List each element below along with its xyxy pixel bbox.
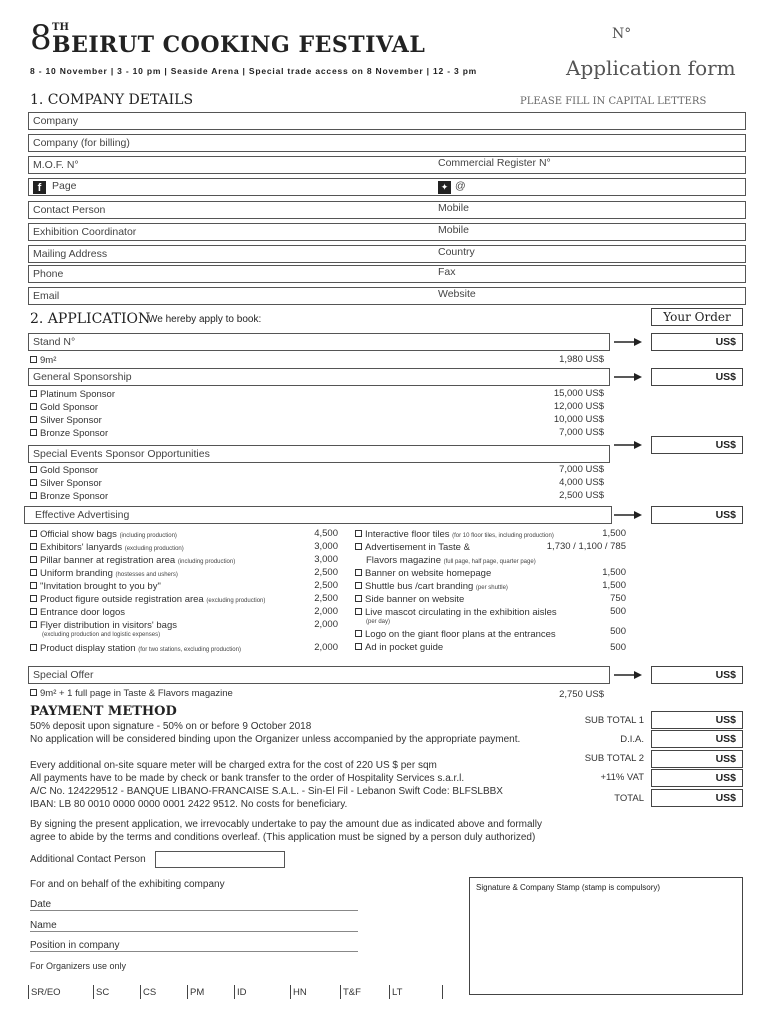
checkbox[interactable] <box>30 543 37 550</box>
vat-field[interactable]: US$ <box>651 769 743 787</box>
position-line[interactable] <box>30 951 358 952</box>
code-cs: CS <box>143 987 157 998</box>
mobile-label-2: Mobile <box>438 224 469 236</box>
signature-stamp-box[interactable] <box>469 877 743 995</box>
ad-option-floor-tiles[interactable]: Interactive floor tiles (for 10 floor tiles, including production) <box>355 528 554 543</box>
events-bronze-option[interactable]: Bronze Sponsor <box>30 490 108 503</box>
special-offer-field: Special Offer <box>28 666 610 684</box>
additional-contact-label: Additional Contact Person <box>30 854 146 865</box>
ad-price-shuttle: 1,500 <box>602 580 626 591</box>
checkbox[interactable] <box>30 479 37 486</box>
special-events-order-field[interactable]: US$ <box>651 436 743 454</box>
checkbox[interactable] <box>30 356 37 363</box>
ad-price-magazine: 1,730 / 1,100 / 785 <box>546 541 626 552</box>
platinum-sponsor-price: 15,000 US$ <box>553 388 604 399</box>
arrow-right-icon <box>614 670 642 680</box>
ad-option-display-station[interactable]: Product display station (for two stations, excluding production) <box>30 642 241 657</box>
edition-number: 8 <box>30 18 52 58</box>
arrow-right-icon <box>614 337 642 347</box>
form-number-label: N° <box>612 26 632 42</box>
subtotal1-field[interactable]: US$ <box>651 711 743 729</box>
checkbox[interactable] <box>355 595 362 602</box>
code-divider <box>389 985 390 999</box>
commercial-register-label: Commercial Register N° <box>438 157 551 169</box>
position-label: Position in company <box>30 940 120 951</box>
ad-option-flyer[interactable]: Flyer distribution in visitors' bags <box>30 619 177 632</box>
payment-binding-text: No application will be considered binding upon the Organizer unless accompanied by the appropriate payment. <box>30 734 521 745</box>
payment-extra-sqm-text: Every additional on-site square meter will be charged extra for the cost of 220 US $ per sqm <box>30 760 437 771</box>
checkbox[interactable] <box>355 543 362 550</box>
arrow-right-icon <box>614 372 642 382</box>
payment-deposit-text: 50% deposit upon signature - 50% on or before 9 October 2018 <box>30 721 312 732</box>
code-pm: PM <box>190 987 205 998</box>
silver-sponsor-option[interactable]: Silver Sponsor <box>30 414 102 427</box>
dia-field[interactable]: US$ <box>651 730 743 748</box>
signature-stamp-label: Signature & Company Stamp (stamp is compulsory) <box>476 883 661 892</box>
ad-price-mascot: 500 <box>610 606 626 617</box>
exhibition-coordinator-field[interactable]: Exhibition Coordinator <box>28 223 746 241</box>
events-bronze-price: 2,500 US$ <box>559 490 604 501</box>
ad-option-show-bags[interactable]: Official show bags (including production) <box>30 528 177 543</box>
ad-option-side-banner[interactable]: Side banner on website <box>355 593 464 606</box>
arrow-right-icon <box>614 440 642 450</box>
country-label: Country <box>438 246 475 258</box>
ad-option-pocket-guide[interactable]: Ad in pocket guide <box>355 641 443 654</box>
checkbox[interactable] <box>30 556 37 563</box>
code-hn: HN <box>293 987 307 998</box>
ad-price-lanyards: 3,000 <box>314 541 338 552</box>
stand-order-field[interactable]: US$ <box>651 333 743 351</box>
subtotal1-label: SUB TOTAL 1 <box>584 715 644 726</box>
billing-company-field[interactable]: Company (for billing) <box>28 134 746 152</box>
checkbox[interactable] <box>355 630 362 637</box>
festival-subtitle: 8 - 10 November | 3 - 10 pm | Seaside Arena | Special trade access on 8 November | 12 - 3 pm <box>30 66 478 76</box>
fax-label: Fax <box>438 266 456 278</box>
checkbox[interactable] <box>30 390 37 397</box>
ad-price-door-logos: 2,000 <box>314 606 338 617</box>
your-order-label: Your Order <box>651 308 743 326</box>
mascot-note: (per day) <box>366 619 391 625</box>
contact-person-field[interactable]: Contact Person <box>28 201 746 219</box>
code-divider <box>187 985 188 999</box>
checkbox[interactable] <box>30 403 37 410</box>
code-divider <box>234 985 235 999</box>
code-divider <box>140 985 141 999</box>
ad-price-show-bags: 4,500 <box>314 528 338 539</box>
dia-label: D.I.A. <box>620 734 644 745</box>
gold-sponsor-price: 12,000 US$ <box>553 401 604 412</box>
ad-option-banner-web[interactable]: Banner on website homepage <box>355 567 491 580</box>
mobile-label-1: Mobile <box>438 202 469 214</box>
code-divider <box>28 985 29 999</box>
agreement-text-1: By signing the present application, we irrevocably undertake to pay the amount due as indicated above and formally <box>30 819 542 830</box>
stand-price: 1,980 US$ <box>559 354 604 365</box>
arrow-right-icon <box>614 510 642 520</box>
capital-letters-note: PLEASE FILL IN CAPITAL LETTERS <box>520 96 707 107</box>
company-field[interactable]: Company <box>28 112 746 130</box>
ad-option-door-logos[interactable]: Entrance door logos <box>30 606 125 619</box>
code-id: ID <box>237 987 247 998</box>
checkbox[interactable] <box>30 466 37 473</box>
date-line[interactable] <box>30 910 358 911</box>
stand-number-field[interactable]: Stand N° <box>28 333 610 351</box>
application-heading: 2. APPLICATION <box>30 311 151 327</box>
ad-price-pocket-guide: 500 <box>610 642 626 653</box>
checkbox[interactable] <box>30 530 37 537</box>
ad-option-magazine[interactable]: Advertisement in Taste & <box>355 541 470 554</box>
phone-field[interactable]: Phone <box>28 265 746 283</box>
name-label: Name <box>30 920 57 931</box>
ad-price-floor-tiles: 1,500 <box>602 528 626 539</box>
checkbox[interactable] <box>30 569 37 576</box>
edition-suffix: TH <box>52 22 69 33</box>
events-gold-price: 7,000 US$ <box>559 464 604 475</box>
agreement-text-2: agree to abide by the terms and conditions overleaf. (This application must be signed by a person duly authorized) <box>30 832 536 843</box>
code-sc: SC <box>96 987 110 998</box>
silver-sponsor-price: 10,000 US$ <box>553 414 604 425</box>
checkbox[interactable] <box>355 530 362 537</box>
special-offer-price: 2,750 US$ <box>559 689 604 700</box>
checkbox[interactable] <box>30 644 37 651</box>
ad-price-display-station: 2,000 <box>314 642 338 653</box>
code-divider <box>290 985 291 999</box>
advertising-field: Effective Advertising <box>24 506 612 524</box>
checkbox[interactable] <box>30 416 37 423</box>
checkbox[interactable] <box>355 608 362 615</box>
flyer-note: (excluding production and logistic expenses) <box>42 632 161 638</box>
ad-price-banner-web: 1,500 <box>602 567 626 578</box>
payment-iban-text: IBAN: LB 80 0010 0000 0000 0001 2422 9512. No costs for beneficiary. <box>30 799 348 810</box>
ad-option-mascot[interactable]: Live mascot circulating in the exhibition aisles <box>355 606 557 619</box>
website-label: Website <box>438 288 476 300</box>
events-silver-option[interactable]: Silver Sponsor <box>30 477 102 490</box>
general-sponsorship-order-field[interactable]: US$ <box>651 368 743 386</box>
ad-option-floor-plans[interactable]: Logo on the giant floor plans at the entrances <box>355 628 556 641</box>
code-sr-eo: SR/EO <box>31 987 61 998</box>
twitter-icon: ✦ <box>438 181 451 194</box>
subtotal2-field[interactable]: US$ <box>651 750 743 768</box>
facebook-page-field[interactable] <box>28 178 746 196</box>
bronze-sponsor-option[interactable]: Bronze Sponsor <box>30 427 108 440</box>
events-silver-price: 4,000 US$ <box>559 477 604 488</box>
checkbox[interactable] <box>355 569 362 576</box>
checkbox[interactable] <box>355 643 362 650</box>
twitter-handle-label: @ <box>455 180 466 192</box>
total-label: TOTAL <box>614 793 644 804</box>
checkbox[interactable] <box>30 429 37 436</box>
payment-order-text: All payments have to be made by check or bank transfer to the order of Hospitality Services s.a.r.l. <box>30 773 465 784</box>
ad-price-pillar-banner: 3,000 <box>314 554 338 565</box>
date-label: Date <box>30 899 52 910</box>
ad-option-lanyards[interactable]: Exhibitors' lanyards (excluding production) <box>30 541 184 556</box>
additional-contact-input[interactable] <box>155 851 285 868</box>
payment-heading: PAYMENT METHOD <box>30 704 177 719</box>
general-sponsorship-field: General Sponsorship <box>28 368 610 386</box>
ad-option-uniform[interactable]: Uniform branding (hostesses and ushers) <box>30 567 178 582</box>
vat-label: +11% VAT <box>600 772 644 783</box>
facebook-page-label: Page <box>52 180 77 192</box>
email-field[interactable]: Email <box>28 287 746 305</box>
platinum-sponsor-option[interactable]: Platinum Sponsor <box>30 388 115 401</box>
ad-option-shuttle[interactable]: Shuttle bus /cart branding (per shuttle) <box>355 580 508 595</box>
code-divider <box>93 985 94 999</box>
name-line[interactable] <box>30 931 358 932</box>
festival-title: BEIRUT COOKING FESTIVAL <box>52 32 426 58</box>
checkbox[interactable] <box>30 608 37 615</box>
mof-label: M.O.F. N° <box>33 159 79 171</box>
ad-price-uniform: 2,500 <box>314 567 338 578</box>
code-divider <box>340 985 341 999</box>
checkbox[interactable] <box>30 492 37 499</box>
checkbox[interactable] <box>30 621 37 628</box>
total-field[interactable]: US$ <box>651 789 743 807</box>
form-title: Application form <box>566 56 736 80</box>
ad-option-product-figure[interactable]: Product figure outside registration area (excluding production) <box>30 593 265 608</box>
special-offer-order-field[interactable]: US$ <box>651 666 743 684</box>
mof-field[interactable] <box>28 156 746 174</box>
special-events-field: Special Events Sponsor Opportunities <box>28 445 610 463</box>
gold-sponsor-option[interactable]: Gold Sponsor <box>30 401 98 414</box>
facebook-icon: f <box>33 181 46 194</box>
subtotal2-label: SUB TOTAL 2 <box>584 753 644 764</box>
payment-account-text: A/C No. 124229512 - BANQUE LIBANO-FRANCAISE S.A.L. - Sin-El Fil - Lebanon Swift Code: BLFSLBBX <box>30 786 503 797</box>
ad-magazine-line2: Flavors magazine (full page, half page, quarter page) <box>366 555 536 566</box>
ad-price-flyer: 2,000 <box>314 619 338 630</box>
company-details-heading: 1. COMPANY DETAILS <box>30 92 194 108</box>
checkbox[interactable] <box>30 689 37 696</box>
code-tf: T&F <box>343 987 361 998</box>
ad-price-floor-plans: 500 <box>610 626 626 637</box>
events-gold-option[interactable]: Gold Sponsor <box>30 464 98 477</box>
stand-option[interactable]: 9m² <box>30 354 56 367</box>
checkbox[interactable] <box>30 595 37 602</box>
ad-price-invitation: 2,500 <box>314 580 338 591</box>
mailing-address-field[interactable]: Mailing Address <box>28 245 746 263</box>
ad-option-invitation[interactable]: "Invitation brought to you by" <box>30 580 161 593</box>
checkbox[interactable] <box>30 582 37 589</box>
advertising-order-field[interactable]: US$ <box>651 506 743 524</box>
special-offer-option[interactable]: 9m² + 1 full page in Taste & Flavors magazine <box>30 687 233 700</box>
ad-price-product-figure: 2,500 <box>314 593 338 604</box>
organizers-label: For Organizers use only <box>30 961 127 971</box>
bronze-sponsor-price: 7,000 US$ <box>559 427 604 438</box>
ad-price-side-banner: 750 <box>610 593 626 604</box>
ad-option-pillar-banner[interactable]: Pillar banner at registration area (including production) <box>30 554 235 569</box>
on-behalf-label: For and on behalf of the exhibiting company <box>30 879 225 890</box>
application-subheading: We hereby apply to book: <box>148 314 262 325</box>
checkbox[interactable] <box>355 582 362 589</box>
code-lt: LT <box>392 987 403 998</box>
code-divider <box>442 985 443 999</box>
